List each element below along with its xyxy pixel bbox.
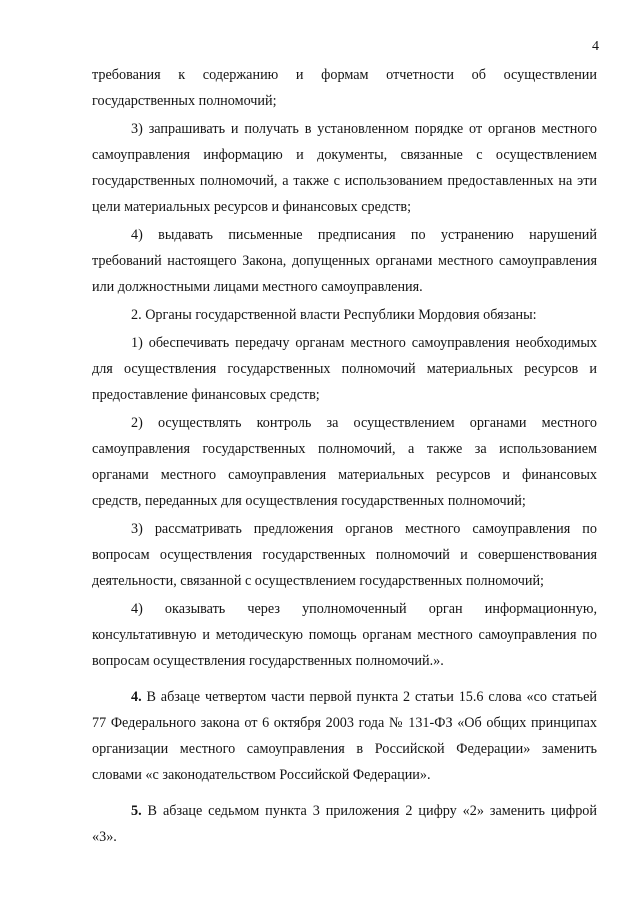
paragraph-section-2-heading: 2. Органы государственной власти Республики Мордовия обязаны: bbox=[131, 307, 537, 323]
amendment-5-text: В абзаце седьмом пункта 3 приложения 2 цифру «2» заменить цифрой «3». bbox=[92, 803, 597, 845]
paragraph-item-4-orders: 4) выдавать письменные предписания по устранению нарушений требований настоящего Закона, допущенных органами местного самоуправления или должностными лицами местного самоуправления. bbox=[92, 227, 597, 295]
paragraph-item-3-request: 3) запрашивать и получать в установленном порядке от органов местного самоуправления информацию и документы, связанные с осуществлением государственных полномочий, а также с использованием предоставленных на эти цели материальных ресурсов и финансовых средств; bbox=[92, 121, 597, 215]
page-number: 4 bbox=[592, 39, 599, 54]
paragraph-continuation: требования к содержанию и формам отчетности об осуществлении государственных полномочий; bbox=[92, 67, 597, 109]
paragraph-duty-4: 4) оказывать через уполномоченный орган информационную, консультативную и методическую помощь органам местного самоуправления по вопросам осуществления государственных полномочий.». bbox=[92, 601, 597, 669]
amendment-5-number: 5. bbox=[131, 803, 142, 819]
paragraph-duty-1: 1) обеспечивать передачу органам местного самоуправления необходимых для осуществления государственных полномочий материальных ресурсов и предоставление финансовых средств; bbox=[92, 335, 597, 403]
paragraph-amendment-4 bbox=[92, 684, 597, 788]
amendment-4-text: В абзаце четвертом части первой пункта 2 статьи 15.6 слова «со статьей 77 Федерального закона от 6 октября 2003 года № 131-ФЗ «Об общих принципах организации местного самоуправления в Российской Федерации» заменить словами «с законодательством Российской Федерации». bbox=[92, 689, 597, 783]
paragraph-amendment-5 bbox=[92, 798, 597, 850]
paragraph-duty-3: 3) рассматривать предложения органов местного самоуправления по вопросам осуществления государственных полномочий и совершенствования деятельности, связанной с осуществлением государственных полномочий; bbox=[92, 521, 597, 589]
document-body bbox=[92, 62, 597, 850]
amendment-4-number: 4. bbox=[131, 689, 142, 705]
paragraph-duty-2: 2) осуществлять контроль за осуществлением органами местного самоуправления государственных полномочий, а также за использованием органами местного самоуправления материальных ресурсов и финансовых средств, переданных для осуществления государственных полномочий; bbox=[92, 415, 597, 509]
